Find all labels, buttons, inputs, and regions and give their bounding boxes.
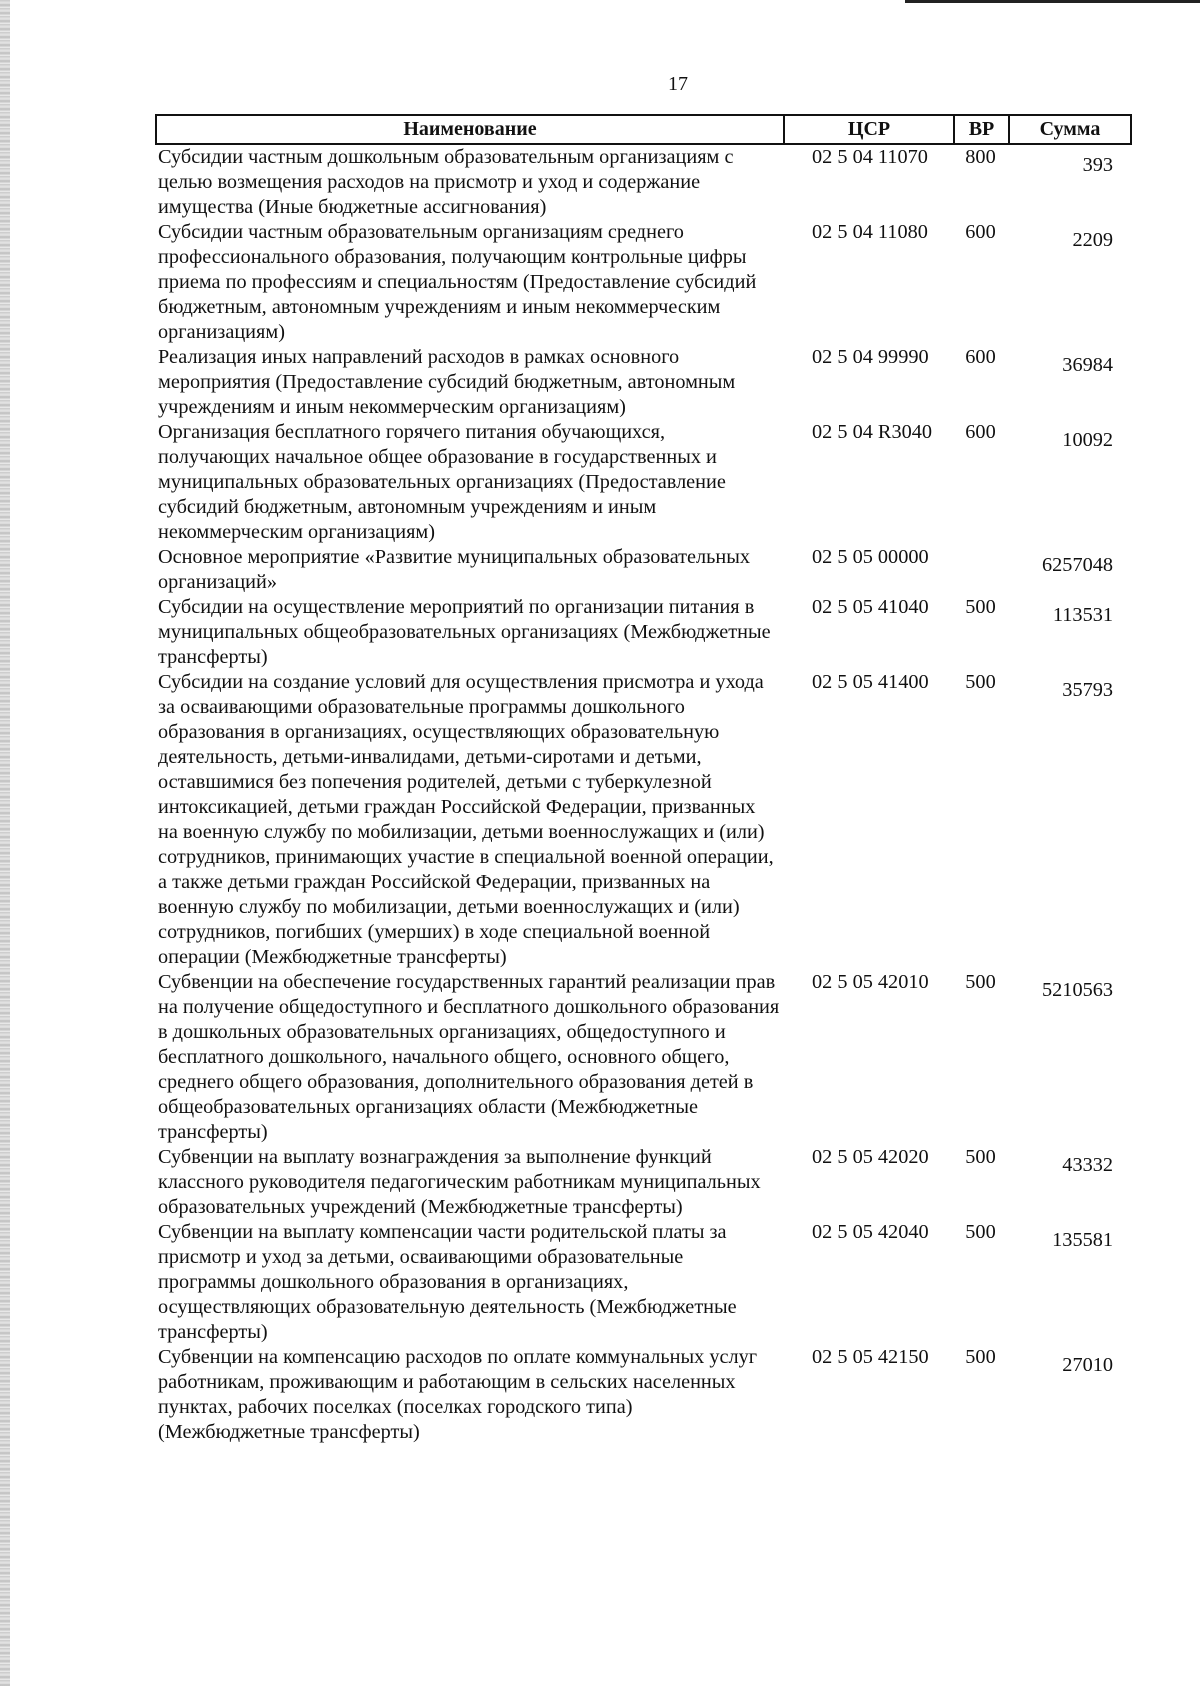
row-name: Субсидии на создание условий для осуществления присмотра и ухода за осваивающими образовательные программы дошкольного образования в организациях, осуществляющих образовательную деятельность, детьми-инвалидами, детьми-сиротами и детьми, оставшимися без попечения родителей, детьми с туберкулезной интоксикацией, детьми граждан Российской Федерации, призванных на военную службу по мобилизации, детьми военнослужащих и (или) сотрудников, принимающих участие в специальной военной операции, а также детьми граждан Российской Федерации, призванных на военную службу по мобилизации, детьми военнослужащих и (или) сотрудников, погибших (умерших) в ходе специальной военной операции (Межбюджетные трансферты) [158, 671, 774, 968]
row-sum [1009, 595, 1131, 670]
row-sum [1009, 1345, 1131, 1445]
row-sum-value: 135581 [1052, 1229, 1113, 1251]
row-vr: 800 [965, 146, 996, 168]
row-sum [1009, 1145, 1131, 1220]
row-name: Основное мероприятие «Развитие муниципальных образовательных организаций» [158, 546, 751, 593]
row-vr: 600 [965, 221, 996, 243]
row-name: Субсидии частным дошкольным образовательным организациям с целью возмещения расходов на присмотр и уход и содержание имущества (Иные бюджетные ассигнования) [158, 146, 734, 218]
table-row [156, 595, 1131, 670]
row-sum [1009, 220, 1131, 345]
row-sum [1009, 345, 1131, 420]
row-csr: 02 5 04 R3040 [812, 421, 933, 443]
row-csr: 02 5 05 42150 [812, 1346, 929, 1368]
row-sum-value: 5210563 [1042, 979, 1113, 1001]
row-csr: 02 5 04 11070 [812, 146, 928, 168]
budget-table [155, 114, 1132, 1445]
row-name: Субсидии на осуществление мероприятий по организации питания в муниципальных общеобразовательных организациях (Межбюджетные трансферты) [158, 596, 771, 668]
row-name: Субвенции на выплату компенсации части родительской платы за присмотр и уход за детьми, осваивающими образовательные программы дошкольного образования в организациях, осуществляющих образовательную деятельность (Межбюджетные трансферты) [158, 1221, 737, 1343]
table-row [156, 1345, 1131, 1445]
row-sum-value: 113531 [1052, 604, 1113, 626]
row-name: Субвенции на компенсацию расходов по оплате коммунальных услуг работникам, проживающим и работающим в сельских населенных пунктах, рабочих поселках (поселках городского типа) (Межбюджетные трансферты) [158, 1346, 758, 1443]
table-row [156, 220, 1131, 345]
row-csr: 02 5 04 99990 [812, 346, 929, 368]
row-vr: 500 [965, 1221, 996, 1243]
row-vr: 600 [965, 346, 996, 368]
table-row [156, 1220, 1131, 1345]
row-sum-value: 36984 [1062, 354, 1113, 376]
row-vr: 500 [965, 1146, 996, 1168]
table-row [156, 420, 1131, 545]
row-name: Организация бесплатного горячего питания обучающихся, получающих начальное общее образование в государственных и муниципальных образовательных организациях (Предоставление субсидий бюджетным, автономным учреждениям и иным некоммерческим организациям) [158, 421, 726, 543]
row-sum-value: 2209 [1072, 229, 1113, 251]
row-sum-value: 10092 [1062, 429, 1113, 451]
row-sum-value: 35793 [1062, 679, 1113, 701]
row-csr: 02 5 05 42020 [812, 1146, 929, 1168]
table-row [156, 670, 1131, 970]
row-vr [954, 545, 1009, 595]
row-sum-value: 6257048 [1042, 554, 1113, 576]
header-csr: ЦСР [784, 115, 954, 144]
row-csr: 02 5 05 41040 [812, 596, 929, 618]
row-sum [1009, 144, 1131, 220]
row-vr: 500 [965, 596, 996, 618]
page-number: 17 [668, 73, 688, 95]
row-name: Реализация иных направлений расходов в рамках основного мероприятия (Предоставление субсидий бюджетным, автономным учреждениям и иным некоммерческим организациям) [158, 346, 736, 418]
row-csr: 02 5 04 11080 [812, 221, 928, 243]
table-row [156, 1145, 1131, 1220]
table-row [156, 970, 1131, 1145]
row-sum-value: 43332 [1062, 1154, 1113, 1176]
row-sum [1009, 1220, 1131, 1345]
scan-edge-left [0, 0, 10, 1686]
row-vr: 500 [965, 971, 996, 993]
table-header-row [156, 115, 1131, 144]
scan-edge-top [905, 0, 1200, 3]
row-vr: 600 [965, 421, 996, 443]
header-sum: Сумма [1009, 115, 1131, 144]
row-csr: 02 5 05 00000 [812, 546, 929, 568]
row-sum-value: 27010 [1062, 1354, 1113, 1376]
table-row [156, 144, 1131, 220]
row-csr: 02 5 05 42040 [812, 1221, 929, 1243]
table-row [156, 545, 1131, 595]
row-name: Субсидии частным образовательным организациям среднего профессионального образования, получающим контрольные цифры приема по профессиям и специальностям (Предоставление субсидий бюджетным, автономным учреждениям и иным некоммерческим организациям) [158, 221, 757, 343]
row-csr: 02 5 05 41400 [812, 671, 929, 693]
table-row [156, 345, 1131, 420]
table-body [156, 144, 1131, 1445]
header-vr: ВР [954, 115, 1009, 144]
row-sum [1009, 670, 1131, 970]
row-csr: 02 5 05 42010 [812, 971, 929, 993]
row-vr: 500 [965, 1346, 996, 1368]
row-vr: 500 [965, 671, 996, 693]
row-name: Субвенции на выплату вознаграждения за выполнение функций классного руководителя педагогическим работникам муниципальных образовательных учреждений (Межбюджетные трансферты) [158, 1146, 761, 1218]
row-sum [1009, 420, 1131, 545]
row-name: Субвенции на обеспечение государственных гарантий реализации прав на получение общедоступного и бесплатного дошкольного образования в дошкольных образовательных организациях, общедоступного и бесплатного дошкольного, начального общего, основного общего, среднего общего образования, дополнительного образования детей в общеобразовательных организациях области (Межбюджетные трансферты) [158, 971, 780, 1143]
header-name: Наименование [156, 115, 784, 144]
row-sum [1009, 545, 1131, 595]
row-sum [1009, 970, 1131, 1145]
row-sum-value: 393 [1082, 154, 1113, 176]
